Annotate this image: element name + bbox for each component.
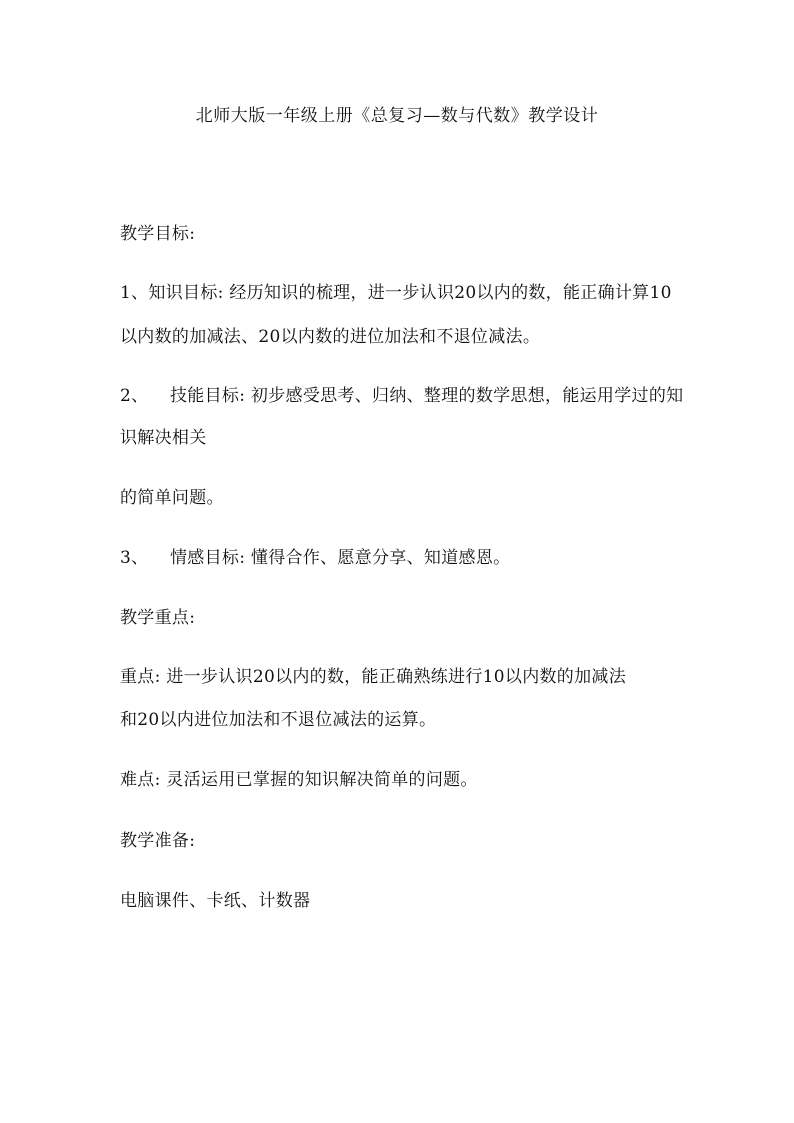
key-points-heading: 教学重点: [120, 608, 196, 628]
document-title: 北师大版一年级上册《总复习—数与代数》教学设计 [195, 106, 599, 126]
objectives-heading: 教学目标: [120, 224, 196, 244]
difficulty-line: 难点: 灵活运用已掌握的知识解决简单的问题。 [120, 770, 478, 790]
objective-3-text: 情感目标: 懂得合作、愿意分享、知道感恩。 [170, 548, 511, 568]
objective-2-text: 技能目标: 初步感受思考、归纳、整理的数学思想，能运用学过的知 [170, 386, 684, 406]
objective-2-number: 2、 [120, 386, 149, 406]
preparation-heading: 教学准备: [120, 831, 196, 851]
objective-2-line-2: 识解决相关 [120, 428, 207, 448]
objective-1-line-1: 1、知识目标: 经历知识的梳理，进一步认识20以内的数，能正确计算10 [120, 283, 672, 303]
objective-2-line-3: 的简单问题。 [120, 488, 224, 508]
preparation-line: 电脑课件、卡纸、计数器 [120, 891, 311, 911]
objective-1-line-2: 以内数的加减法、20以内数的进位加法和不退位减法。 [120, 327, 541, 347]
objective-3-number: 3、 [120, 548, 149, 568]
objective-2-line-1 [120, 384, 683, 408]
key-point-line-2: 和20以内进位加法和不退位减法的运算。 [120, 710, 437, 730]
key-point-line-1: 重点: 进一步认识20以内的数，能正确熟练进行10以内数的加减法 [120, 667, 626, 687]
objective-3-line-1 [120, 546, 510, 570]
